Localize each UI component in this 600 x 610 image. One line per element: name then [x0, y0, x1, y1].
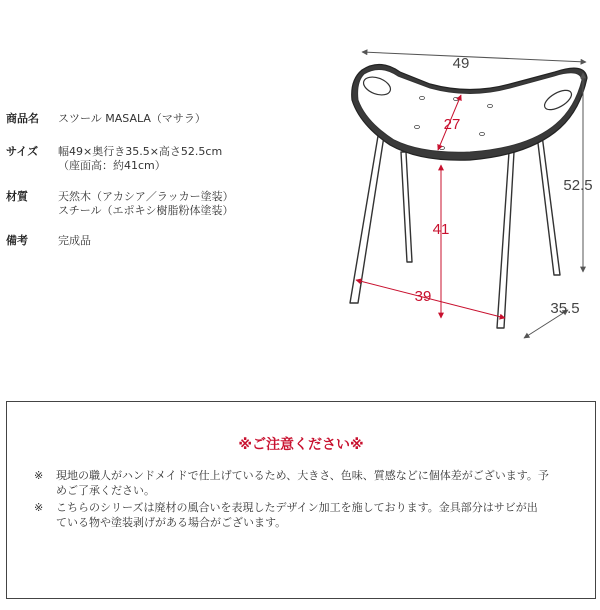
spec-note-value: 完成品: [58, 234, 91, 247]
seat-height-label: 41: [432, 221, 450, 238]
stool-legs: [350, 135, 560, 328]
depth-label: 35.5: [550, 300, 580, 317]
spec-material-line: スチール（エポキシ樹脂粉体塗装）: [58, 204, 234, 217]
spec-size-value: [58, 145, 222, 173]
spec-material-label: 材質: [6, 190, 28, 203]
notice-bullet: ※: [34, 501, 44, 514]
stool-dimension-diagram: [320, 40, 600, 350]
seat-depth-label: 27: [443, 116, 461, 133]
spec-note-label: 備考: [6, 234, 28, 247]
spec-material-line: 天然木（アカシア／ラッカー塗装）: [58, 190, 234, 203]
stool-seat: [352, 64, 587, 160]
height-label: 52.5: [563, 177, 593, 194]
spec-size-line: 幅49×奥行き35.5×高さ52.5cm: [58, 145, 223, 158]
leg-back-left: [401, 152, 412, 262]
leg-back-right: [537, 135, 560, 275]
notice-text-line: ている物や塗装剥げがある場合がございます。: [56, 516, 287, 529]
notice-text-line: めご了承ください。: [56, 484, 155, 497]
leg-span-label: 39: [414, 288, 432, 305]
spec-material-value: [58, 190, 234, 218]
spec-size-label: サイズ: [6, 145, 39, 158]
notice-title: ※ご注意ください※: [238, 437, 364, 453]
notice-text-line: こちらのシリーズは廃材の風合いを表現したデザイン加工を施しております。金具部分はサビが出: [56, 501, 538, 514]
spec-name-label: 商品名: [6, 112, 39, 125]
width-dimension-line: [362, 52, 586, 62]
width-label: 49: [452, 55, 470, 72]
notice-item: [34, 468, 584, 498]
notice-text: [56, 468, 584, 498]
notice-item: [34, 500, 584, 530]
notice-text-line: 現地の職人がハンドメイドで仕上げているため、大きさ、色味、質感などに個体差がございます。予: [56, 469, 549, 482]
leg-front-left: [350, 136, 384, 303]
spec-name-value: スツール MASALA（マサラ）: [58, 112, 206, 125]
notice-box: [6, 401, 596, 599]
spec-size-line: （座面高：約41cm）: [58, 159, 166, 172]
leg-front-right: [497, 152, 514, 328]
notice-bullet: ※: [34, 469, 44, 482]
notice-text: [56, 500, 584, 530]
